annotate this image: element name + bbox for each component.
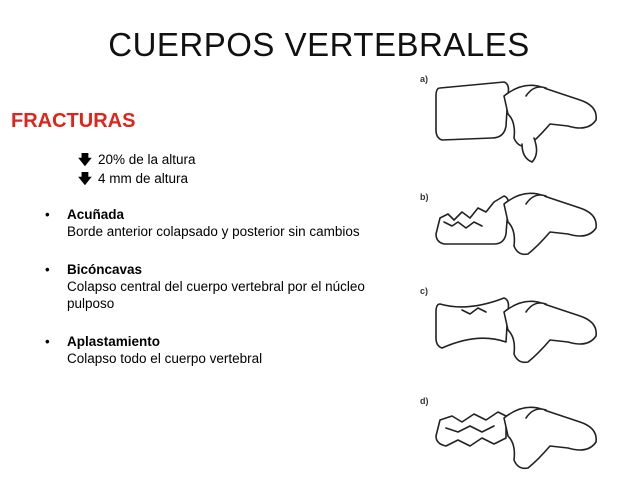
list-item bbox=[45, 206, 405, 240]
fracture-type-description: Colapso todo el cuerpo vertebral bbox=[67, 351, 263, 366]
slide-title: CUERPOS VERTEBRALES bbox=[108, 26, 530, 63]
criteria-list bbox=[78, 150, 196, 188]
fracture-type-name: Acuñada bbox=[67, 207, 125, 222]
fracture-type-name: Bicóncavas bbox=[67, 262, 143, 277]
bullet-icon: • bbox=[45, 207, 50, 222]
down-arrow-icon: 🡇 bbox=[78, 171, 92, 186]
down-arrow-icon: 🡇 bbox=[78, 152, 92, 167]
bullet-icon: • bbox=[45, 262, 50, 277]
wedge-fracture-drawing bbox=[436, 193, 596, 254]
fracture-type-name: Aplastamiento bbox=[67, 334, 161, 349]
criterion-item bbox=[78, 169, 196, 188]
figure-label-b: b) bbox=[420, 192, 429, 202]
fracture-type-description: pulposo bbox=[67, 296, 115, 311]
figure-label-c: c) bbox=[420, 286, 429, 296]
vertebra-illustration bbox=[418, 66, 633, 476]
list-item bbox=[45, 261, 405, 312]
list-item bbox=[45, 333, 405, 367]
crush-fracture-drawing bbox=[436, 407, 596, 468]
criterion-item bbox=[78, 150, 196, 169]
criterion-text: 4 mm de altura bbox=[98, 171, 189, 186]
fracture-type-list bbox=[45, 206, 405, 388]
bullet-icon: • bbox=[45, 334, 50, 349]
section-heading: FRACTURAS bbox=[11, 110, 136, 132]
criterion-text: 20% de la altura bbox=[98, 152, 196, 167]
fracture-type-description: Colapso central del cuerpo vertebral por el núcleo bbox=[67, 279, 365, 294]
figure-label-a: a) bbox=[420, 74, 429, 84]
fracture-type-description: Borde anterior colapsado y posterior sin cambios bbox=[67, 224, 360, 239]
normal-vertebra-drawing bbox=[436, 82, 596, 162]
biconcave-fracture-drawing bbox=[436, 298, 596, 362]
figure-label-d: d) bbox=[420, 396, 429, 406]
